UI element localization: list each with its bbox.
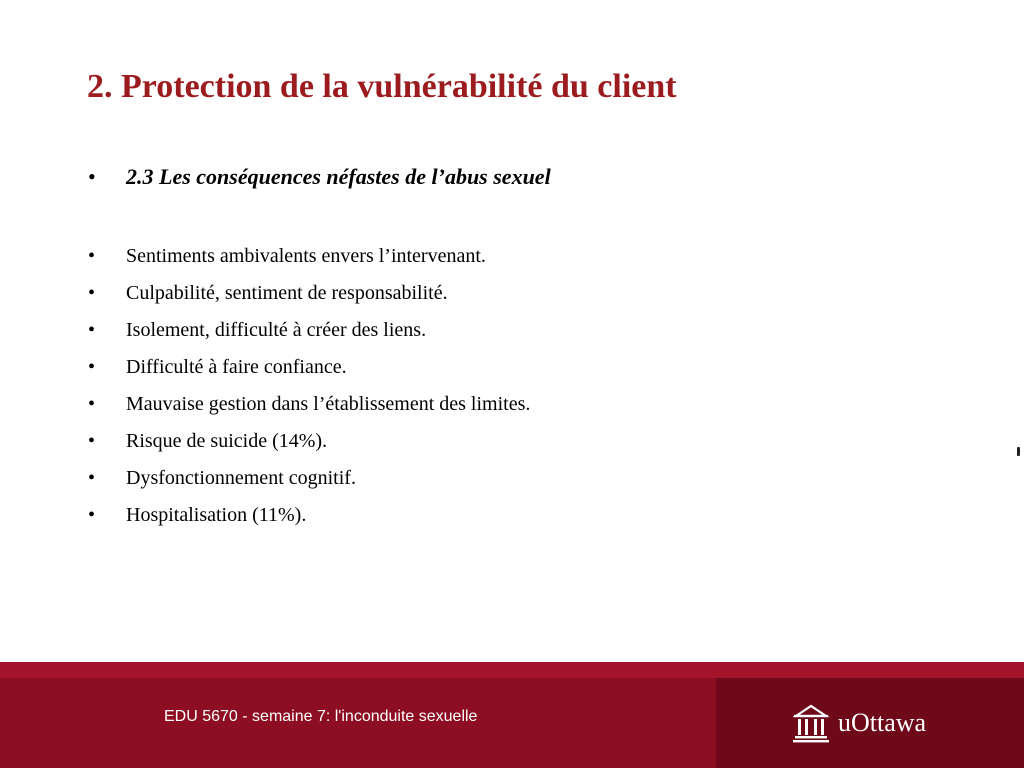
bullet-symbol: • <box>88 467 96 489</box>
slide-title: 2. Protection de la vulnérabilité du client <box>87 68 677 105</box>
stray-mark <box>1017 447 1020 456</box>
footer-band <box>0 662 1024 768</box>
list-item <box>88 389 530 426</box>
subheading-text: 2.3 Les conséquences néfastes de l’abus sexuel <box>126 164 551 189</box>
bullet-symbol: • <box>88 430 96 452</box>
list-item <box>88 463 530 500</box>
uottawa-logo <box>792 702 926 744</box>
list-item <box>88 426 530 463</box>
list-item-text: Isolement, difficulté à créer des liens. <box>126 319 427 341</box>
bullet-symbol: • <box>88 164 96 189</box>
list-item <box>88 278 530 315</box>
bullet-symbol: • <box>88 319 96 341</box>
bullet-symbol: • <box>88 504 96 526</box>
bullet-symbol: • <box>88 356 96 378</box>
list-item <box>88 315 530 352</box>
bullet-symbol: • <box>88 282 96 304</box>
footer-caption: EDU 5670 - semaine 7: l'inconduite sexuelle <box>164 708 478 725</box>
list-item <box>88 500 530 537</box>
list-item-text: Difficulté à faire confiance. <box>126 356 347 378</box>
bullet-symbol: • <box>88 393 96 415</box>
consequences-list <box>88 241 530 537</box>
list-item-text: Risque de suicide (14%). <box>126 430 328 452</box>
list-item-text: Culpabilité, sentiment de responsabilité. <box>126 282 448 304</box>
list-item-text: Dysfonctionnement cognitif. <box>126 467 356 489</box>
list-item-text: Sentiments ambivalents envers l’intervenant. <box>126 245 486 267</box>
list-item-text: Hospitalisation (11%). <box>126 504 307 526</box>
list-item-text: Mauvaise gestion dans l’établissement des limites. <box>126 393 531 415</box>
list-item <box>88 241 530 278</box>
logo-text: uOttawa <box>838 708 927 737</box>
bullet-symbol: • <box>88 245 96 267</box>
footer-accent-stripe <box>0 662 1024 678</box>
subheading-bullet <box>88 162 551 192</box>
list-item <box>88 352 530 389</box>
university-building-icon <box>792 703 830 743</box>
